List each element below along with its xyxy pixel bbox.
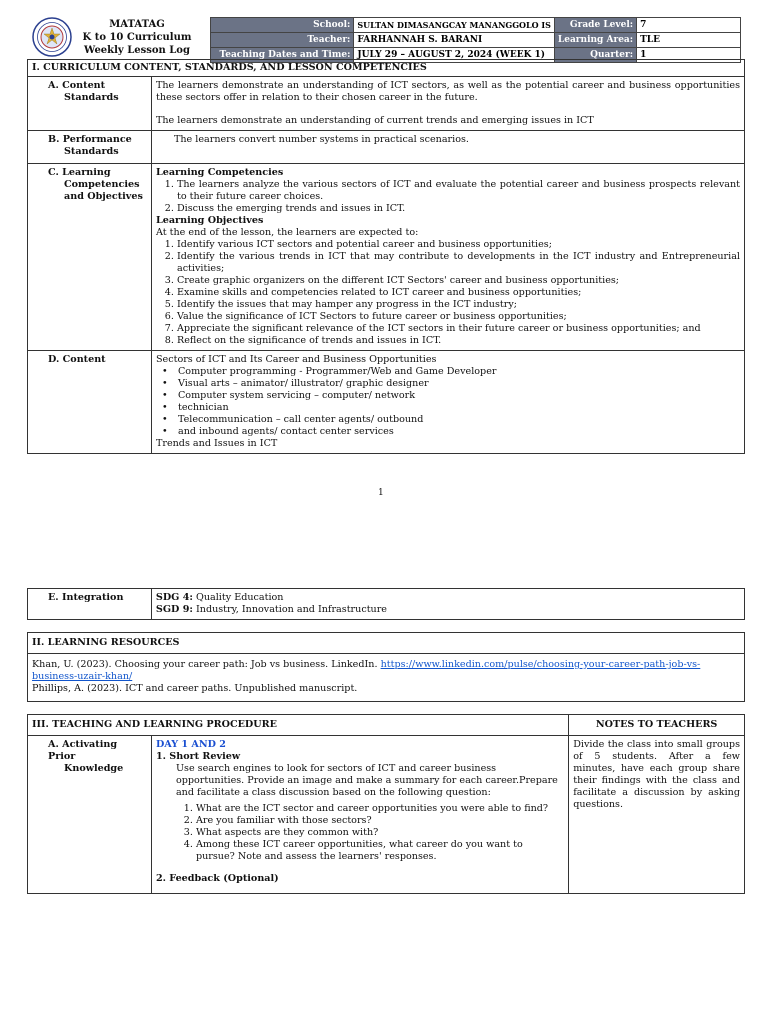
list-item: 7. Appreciate the significant relevance of the ICT sectors in their future career or business opportunities; and [177, 323, 740, 335]
competencies-heading: Learning Competencies [155, 166, 284, 178]
list-item: 3. What aspects are they common with? [196, 827, 564, 839]
list-item: • and inbound agents/ contact center services [178, 426, 740, 438]
list-item: • Computer programming - Programmer/Web and Game Developer [178, 366, 740, 378]
content-list [156, 366, 740, 438]
list-item: 2. Discuss the emerging trends and issues in ICT. [177, 203, 740, 215]
content-standards-2: The learners demonstrate an understanding of current trends and emerging issues in ICT [155, 114, 594, 126]
sdg9-line: SGD 9: Industry, Innovation and Infrastructure [155, 603, 387, 615]
integration-content [151, 589, 744, 620]
reference-1: Khan, U. (2023). Choosing your career path: Job vs business. LinkedIn. https://www.linkedin.com/pulse/choosing-your-career-path-job-vs-business-uzair-khan/ [32, 658, 701, 682]
school-label: School: [211, 18, 354, 33]
short-review-heading: 1. Short Review [155, 750, 241, 762]
content-outro: Trends and Issues in ICT [155, 437, 278, 449]
learning-area-label: Learning Area: [554, 33, 636, 48]
content-intro: Sectors of ICT and Its Career and Business Opportunities [155, 353, 437, 365]
list-item: • Visual arts – animator/ illustrator/ graphic designer [178, 378, 740, 390]
list-item: 6. Value the significance of ICT Sectors to future career or business opportunities; [177, 311, 740, 323]
grade-level-value: 7 [637, 18, 741, 33]
school-value: SULTAN DIMASANGCAY MANANGGOLO IS [354, 18, 555, 33]
content-standards-1: The learners demonstrate an understanding of ICT sectors, as well as the potential career and business opportunities these sectors offer in relation to their chosen career in the future. [155, 79, 740, 103]
objectives-intro: At the end of the lesson, the learners are expected to: [155, 226, 419, 238]
sdg4-line: SDG 4: Quality Education [155, 592, 284, 603]
performance-standards-text: The learners convert number systems in practical scenarios. [151, 130, 744, 163]
curriculum-table [27, 59, 745, 454]
resources-table [27, 632, 745, 702]
performance-standards-label: B. Performance Standards [28, 130, 152, 163]
quarter-value: 1 [637, 48, 741, 63]
content-label: D. Content [28, 350, 152, 453]
reference-2: Phillips, A. (2023). ICT and career paths. Unpublished manuscript. [32, 682, 358, 694]
learning-area-value: TLE [637, 33, 741, 48]
list-item: 1. The learners analyze the various sectors of ICT and evaluate the potential career and business prospects relevant to their future career choices. [177, 179, 740, 203]
list-item: 3. Create graphic organizers on the different ICT Sectors' career and business opportunities; [177, 275, 740, 287]
activating-knowledge-label: A. Activating Prior Knowledge [28, 735, 152, 893]
resources-content [28, 653, 745, 701]
competencies-label: C. Learning Competencies and Objectives [28, 163, 152, 350]
procedure-title: III. TEACHING AND LEARNING PROCEDURE [28, 715, 569, 736]
day-heading: DAY 1 AND 2 [155, 738, 226, 750]
header-info-table [210, 17, 741, 63]
competencies-content [151, 163, 744, 350]
header-left [30, 17, 210, 61]
feedback-heading: 2. Feedback (Optional) [155, 872, 279, 884]
teacher-value: FARHANNAH S. BARANI [354, 33, 555, 48]
notes-to-teachers-text: Divide the class into small groups of 5 students. After a few minutes, have each group share their findings with the class and facilitate a discussion by asking questions. [569, 735, 745, 893]
integration-label: E. Integration [28, 589, 152, 620]
integration-table [27, 588, 745, 620]
list-item: 2. Are you familiar with those sectors? [196, 815, 564, 827]
list-item: 4. Among these ICT career opportunities, what career do you want to pursue? Note and assess the learners' responses. [196, 839, 564, 863]
content-standards-label: A. Content Standards [28, 76, 152, 130]
header-titles [72, 18, 202, 57]
list-item: 2. Identify the various trends in ICT that may contribute to developments in the ICT industry and Entrepreneurial activities; [177, 251, 740, 275]
grade-level-label: Grade Level: [554, 18, 636, 33]
questions-list [156, 803, 564, 863]
objectives-list [156, 239, 740, 347]
header-title-log: Weekly Lesson Log [84, 45, 190, 56]
list-item: • technician [178, 402, 740, 414]
reference-1-link[interactable]: https://www.linkedin.com/pulse/choosing-your-career-path-job-vs-business-uzair-khan/ [32, 658, 701, 682]
objectives-heading: Learning Objectives [155, 214, 264, 226]
list-item: 4. Examine skills and competencies related to ICT career and business opportunities; [177, 287, 740, 299]
section-1-title: I. CURRICULUM CONTENT, STANDARDS, AND LESSON COMPETENCIES [28, 60, 745, 77]
notes-title: NOTES TO TEACHERS [569, 715, 745, 736]
header-title-matatag: MATATAG [109, 19, 165, 30]
list-item: 1. What are the ICT sector and career opportunities you were able to find? [196, 803, 564, 815]
activating-knowledge-content [151, 735, 568, 893]
dates-value: JULY 29 – AUGUST 2, 2024 (WEEK 1) [354, 48, 555, 63]
dates-label: Teaching Dates and Time: [211, 48, 354, 63]
resources-title: II. LEARNING RESOURCES [28, 633, 745, 654]
list-item: 5. Identify the issues that may hamper any progress in the ICT industry; [177, 299, 740, 311]
list-item: 1. Identify various ICT sectors and potential career and business opportunities; [177, 239, 740, 251]
content-cell [151, 350, 744, 453]
teacher-label: Teacher: [211, 33, 354, 48]
content-standards-text [151, 76, 744, 130]
page-number: 1 [378, 488, 384, 498]
deped-seal-icon [32, 17, 72, 57]
procedure-table [27, 714, 745, 894]
list-item: 8. Reflect on the significance of trends and issues in ICT. [177, 335, 740, 347]
competencies-list [156, 179, 740, 215]
list-item: • Telecommunication – call center agents/ outbound [178, 414, 740, 426]
quarter-label: Quarter: [554, 48, 636, 63]
short-review-text: Use search engines to look for sectors of ICT and career business opportunities. Provide an image and make a summary for each career.Prepare and facilitate a class discussion based on the following question: [175, 762, 558, 798]
header-title-curriculum: K to 10 Curriculum [82, 32, 192, 43]
list-item: • Computer system servicing – computer/ network [178, 390, 740, 402]
